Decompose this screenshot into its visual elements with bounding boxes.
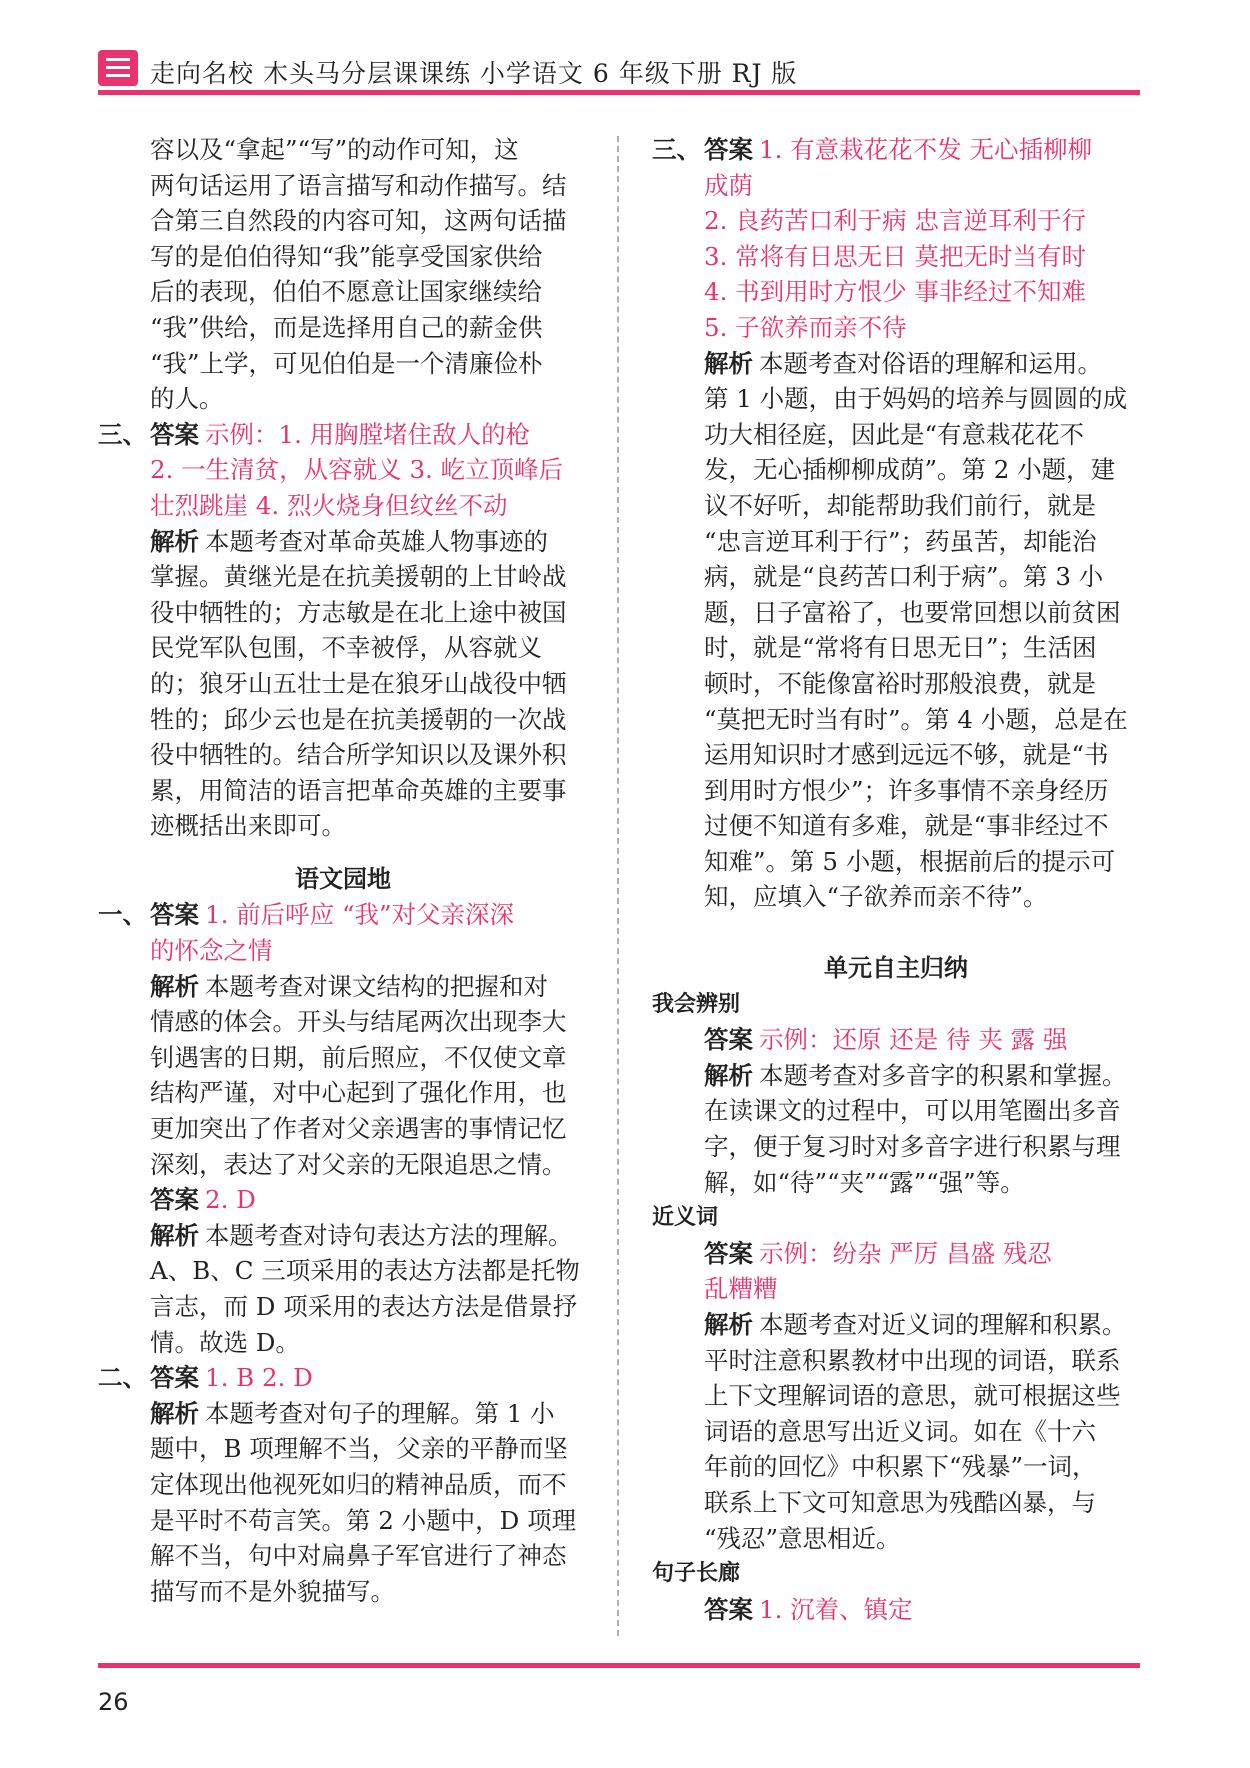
answer-text: 3. 常将有日思无日 莫把无时当有时 xyxy=(704,241,1086,271)
analysis-text: 联系上下文可知意思为残酷凶暴，与 xyxy=(704,1487,1096,1517)
analysis-text: 役中牺牲的。结合所学知识以及课外积 xyxy=(150,740,567,770)
analysis-text: 字，便于复习时对多音字进行积累与理 xyxy=(704,1132,1121,1162)
analysis-text: 本题考查对革命英雄人物事迹的 xyxy=(205,526,548,556)
analysis-text: 功大相径庭，因此是“有意栽花花不 xyxy=(704,419,1085,449)
analysis-text: 役中牺牲的；方志敏是在北上途中被国 xyxy=(150,597,567,627)
analysis-label: 解析 xyxy=(704,1310,753,1339)
analysis-text: 迹概括出来即可。 xyxy=(150,811,346,841)
analysis-text: 钊遇害的日期，前后照应，不仅使文章 xyxy=(150,1042,567,1072)
analysis-text: 言志，而 D 项采用的表达方法是借景抒 xyxy=(150,1292,578,1321)
section-title: 单元自主归纳 xyxy=(824,954,968,983)
intro-paragraph xyxy=(98,132,588,417)
analysis-text: 题中，B 项理解不当，父亲的平静而坚 xyxy=(150,1434,568,1464)
answer-text: 示例：纷杂 严厉 昌盛 残忍 xyxy=(759,1238,1052,1268)
answer-text: 2. 一生清贫，从容就义 3. 屹立顶峰后 xyxy=(150,455,564,485)
analysis-text: 运用知识时才感到远远不够，就是“书 xyxy=(704,740,1109,770)
answer-text: 的怀念之情 xyxy=(150,936,273,966)
text-line: 的人。 xyxy=(150,384,224,414)
analysis-label: 解析 xyxy=(704,348,753,378)
subsection-juzi xyxy=(652,1556,1140,1627)
answer-label: 答案 xyxy=(150,1363,199,1393)
analysis-text: 更加突出了作者对父亲遇害的事情记忆 xyxy=(150,1114,567,1144)
analysis-label: 解析 xyxy=(150,1220,199,1250)
text-line: 合第三自然段的内容可知，这两句话描 xyxy=(150,206,567,236)
answer-text: 4. 书到用时方恨少 事非经过不知难 xyxy=(704,277,1086,307)
analysis-text: 本题考查对句子的理解。第 1 小 xyxy=(205,1398,555,1428)
column-divider xyxy=(617,136,619,1636)
analysis-text: 上下文理解词语的意思，就可根据这些 xyxy=(704,1381,1121,1411)
analysis-text: 词语的意思写出近义词。如在《十六 xyxy=(704,1416,1096,1446)
analysis-text: 本题考查对俗语的理解和运用。 xyxy=(759,348,1102,378)
question-3-left xyxy=(98,417,588,844)
question-mark: 二、 xyxy=(98,1363,147,1393)
analysis-text: 本题考查对诗句表达方法的理解。 xyxy=(205,1220,573,1250)
analysis-text: 过便不知道有多难，就是“事非经过不 xyxy=(704,811,1109,841)
analysis-text: 发，无心插柳柳成荫”。第 2 小题，建 xyxy=(704,455,1116,485)
question-1-yuwen xyxy=(98,897,588,1360)
analysis-text: 情。故选 D。 xyxy=(150,1327,300,1357)
answer-text: 1. 沉着、镇定 xyxy=(759,1594,913,1624)
analysis-text: 到用时方恨少”；许多事情不亲身经历 xyxy=(704,775,1109,805)
analysis-text: 在读课文的过程中，可以用笔圈出多音 xyxy=(704,1096,1121,1126)
analysis-text: 民党军队包围，不幸被俘，从容就义 xyxy=(150,633,542,663)
analysis-text: “残忍”意思相近。 xyxy=(704,1523,901,1553)
answer-text: 5. 子欲养而亲不待 xyxy=(704,312,907,342)
footer-rule xyxy=(98,1663,1140,1668)
analysis-text: A、B、C 三项采用的表达方法都是托物 xyxy=(150,1256,580,1286)
analysis-text: 本题考查对课文结构的把握和对 xyxy=(205,971,548,1001)
answer-label: 答案 xyxy=(150,419,199,449)
analysis-label: 解析 xyxy=(150,971,199,1001)
answer-text: 1. 前后呼应 “我”对父亲深深 xyxy=(205,900,515,930)
analysis-text: “忠言逆耳利于行”；药虽苦，却能治 xyxy=(704,526,1097,556)
analysis-text: 知，应填入“子欲养而亲不待”。 xyxy=(704,882,1048,912)
question-mark: 三、 xyxy=(652,135,701,164)
answer-text: 壮烈跳崖 4. 烈火烧身但纹丝不动 xyxy=(150,490,508,520)
analysis-label: 解析 xyxy=(704,1060,753,1090)
answer-text: 示例：1. 用胸膛堵住敌人的枪 xyxy=(205,419,531,449)
subsection-jinyi xyxy=(652,1200,1140,1556)
answer-label: 答案 xyxy=(704,1238,753,1268)
analysis-text: 平时注意积累教材中出现的词语，联系 xyxy=(704,1345,1121,1375)
text-line: 容以及“拿起”“写”的动作可知，这 xyxy=(150,135,519,164)
analysis-text: 情感的体会。开头与结尾两次出现李大 xyxy=(150,1007,567,1037)
analysis-text: 解不当，句中对扁鼻子军官进行了神态 xyxy=(150,1541,567,1571)
analysis-text: 题，日子富裕了，也要常回想以前贫困 xyxy=(704,597,1121,627)
analysis-text: 年前的回忆》中积累下“残暴”一词， xyxy=(704,1452,1097,1482)
answer-text: 示例：还原 还是 待 夹 露 强 xyxy=(759,1025,1068,1055)
question-3-right xyxy=(652,132,1140,915)
analysis-text: 定体现出他视死如归的精神品质，而不 xyxy=(150,1469,567,1499)
answer-label: 答案 xyxy=(704,1025,753,1055)
header-rule xyxy=(98,90,1140,95)
subsection-title: 句子长廊 xyxy=(652,1561,741,1587)
page-number: 26 xyxy=(98,1688,129,1716)
subsection-title: 近义词 xyxy=(652,1205,719,1231)
header-title: 走向名校 木头马分层课课练 小学语文 6 年级下册 RJ 版 xyxy=(150,59,798,88)
text-line: 后的表现，伯伯不愿意让国家继续给 xyxy=(150,277,542,307)
analysis-text: 本题考查对近义词的理解和积累。 xyxy=(759,1310,1127,1339)
text-line: “我”上学，可见伯伯是一个清廉俭朴 xyxy=(150,348,543,378)
answer-text: 成荫 xyxy=(704,170,753,200)
answer-label: 答案 xyxy=(150,1185,199,1215)
analysis-text: 解，如“待”“夹”“露”“强”等。 xyxy=(704,1167,1025,1197)
analysis-text: 掌握。黄继光是在抗美援朝的上甘岭战 xyxy=(150,562,567,592)
answer-text: 2. D xyxy=(205,1185,256,1215)
question-2-yuwen xyxy=(98,1360,588,1609)
question-mark: 三、 xyxy=(98,419,147,449)
analysis-text: 顿时，不能像富裕时那般浪费，就是 xyxy=(704,668,1096,698)
analysis-text: 知难”。第 5 小题，根据前后的提示可 xyxy=(704,846,1116,876)
book-logo-icon xyxy=(98,50,138,86)
section-title: 语文园地 xyxy=(295,864,391,893)
text-line: “我”供给，而是选择用自己的薪金供 xyxy=(150,312,543,342)
page-header xyxy=(98,46,1140,88)
analysis-text: 累，用简洁的语言把革命英雄的主要事 xyxy=(150,775,567,805)
answer-label: 答案 xyxy=(704,1594,753,1624)
analysis-text: 本题考查对多音字的积累和掌握。 xyxy=(759,1060,1127,1090)
answer-text: 2. 良药苦口利于病 忠言逆耳利于行 xyxy=(704,206,1086,236)
subsection-title: 我会辨别 xyxy=(652,991,741,1017)
analysis-text: 时，就是“常将有日思无日”；生活困 xyxy=(704,633,1097,663)
answer-text: 1. 有意栽花花不发 无心插柳柳 xyxy=(759,135,1092,164)
answer-text: 乱糟糟 xyxy=(704,1274,778,1304)
right-column xyxy=(652,132,1140,1627)
analysis-label: 解析 xyxy=(150,1398,199,1428)
question-mark: 一、 xyxy=(98,900,147,930)
answer-label: 答案 xyxy=(704,135,753,164)
analysis-text: 结构严谨，对中心起到了强化作用，也 xyxy=(150,1078,567,1108)
analysis-text: 议不好听，却能帮助我们前行，就是 xyxy=(704,490,1096,520)
subsection-woshi xyxy=(652,987,1140,1201)
analysis-text: 牲的；邱少云也是在抗美援朝的一次战 xyxy=(150,704,567,734)
analysis-text: 的；狼牙山五壮士是在狼牙山战役中牺 xyxy=(150,668,567,698)
analysis-text: 病，就是“良药苦口利于病”。第 3 小 xyxy=(704,562,1104,592)
analysis-text: 描写而不是外貌描写。 xyxy=(150,1576,395,1606)
analysis-text: 是平时不苟言笑。第 2 小题中，D 项理 xyxy=(150,1505,577,1535)
left-column xyxy=(98,132,588,1609)
analysis-text: 深刻，表达了对父亲的无限追思之情。 xyxy=(150,1149,567,1179)
analysis-text: “莫把无时当有时”。第 4 小题，总是在 xyxy=(704,704,1128,734)
answer-text: 1. B 2. D xyxy=(205,1363,313,1393)
answer-label: 答案 xyxy=(150,900,199,930)
text-line: 写的是伯伯得知“我”能享受国家供给 xyxy=(150,241,543,271)
text-line: 两句话运用了语言描写和动作描写。结 xyxy=(150,170,567,200)
analysis-label: 解析 xyxy=(150,526,199,556)
analysis-text: 第 1 小题，由于妈妈的培养与圆圆的成 xyxy=(704,384,1128,414)
